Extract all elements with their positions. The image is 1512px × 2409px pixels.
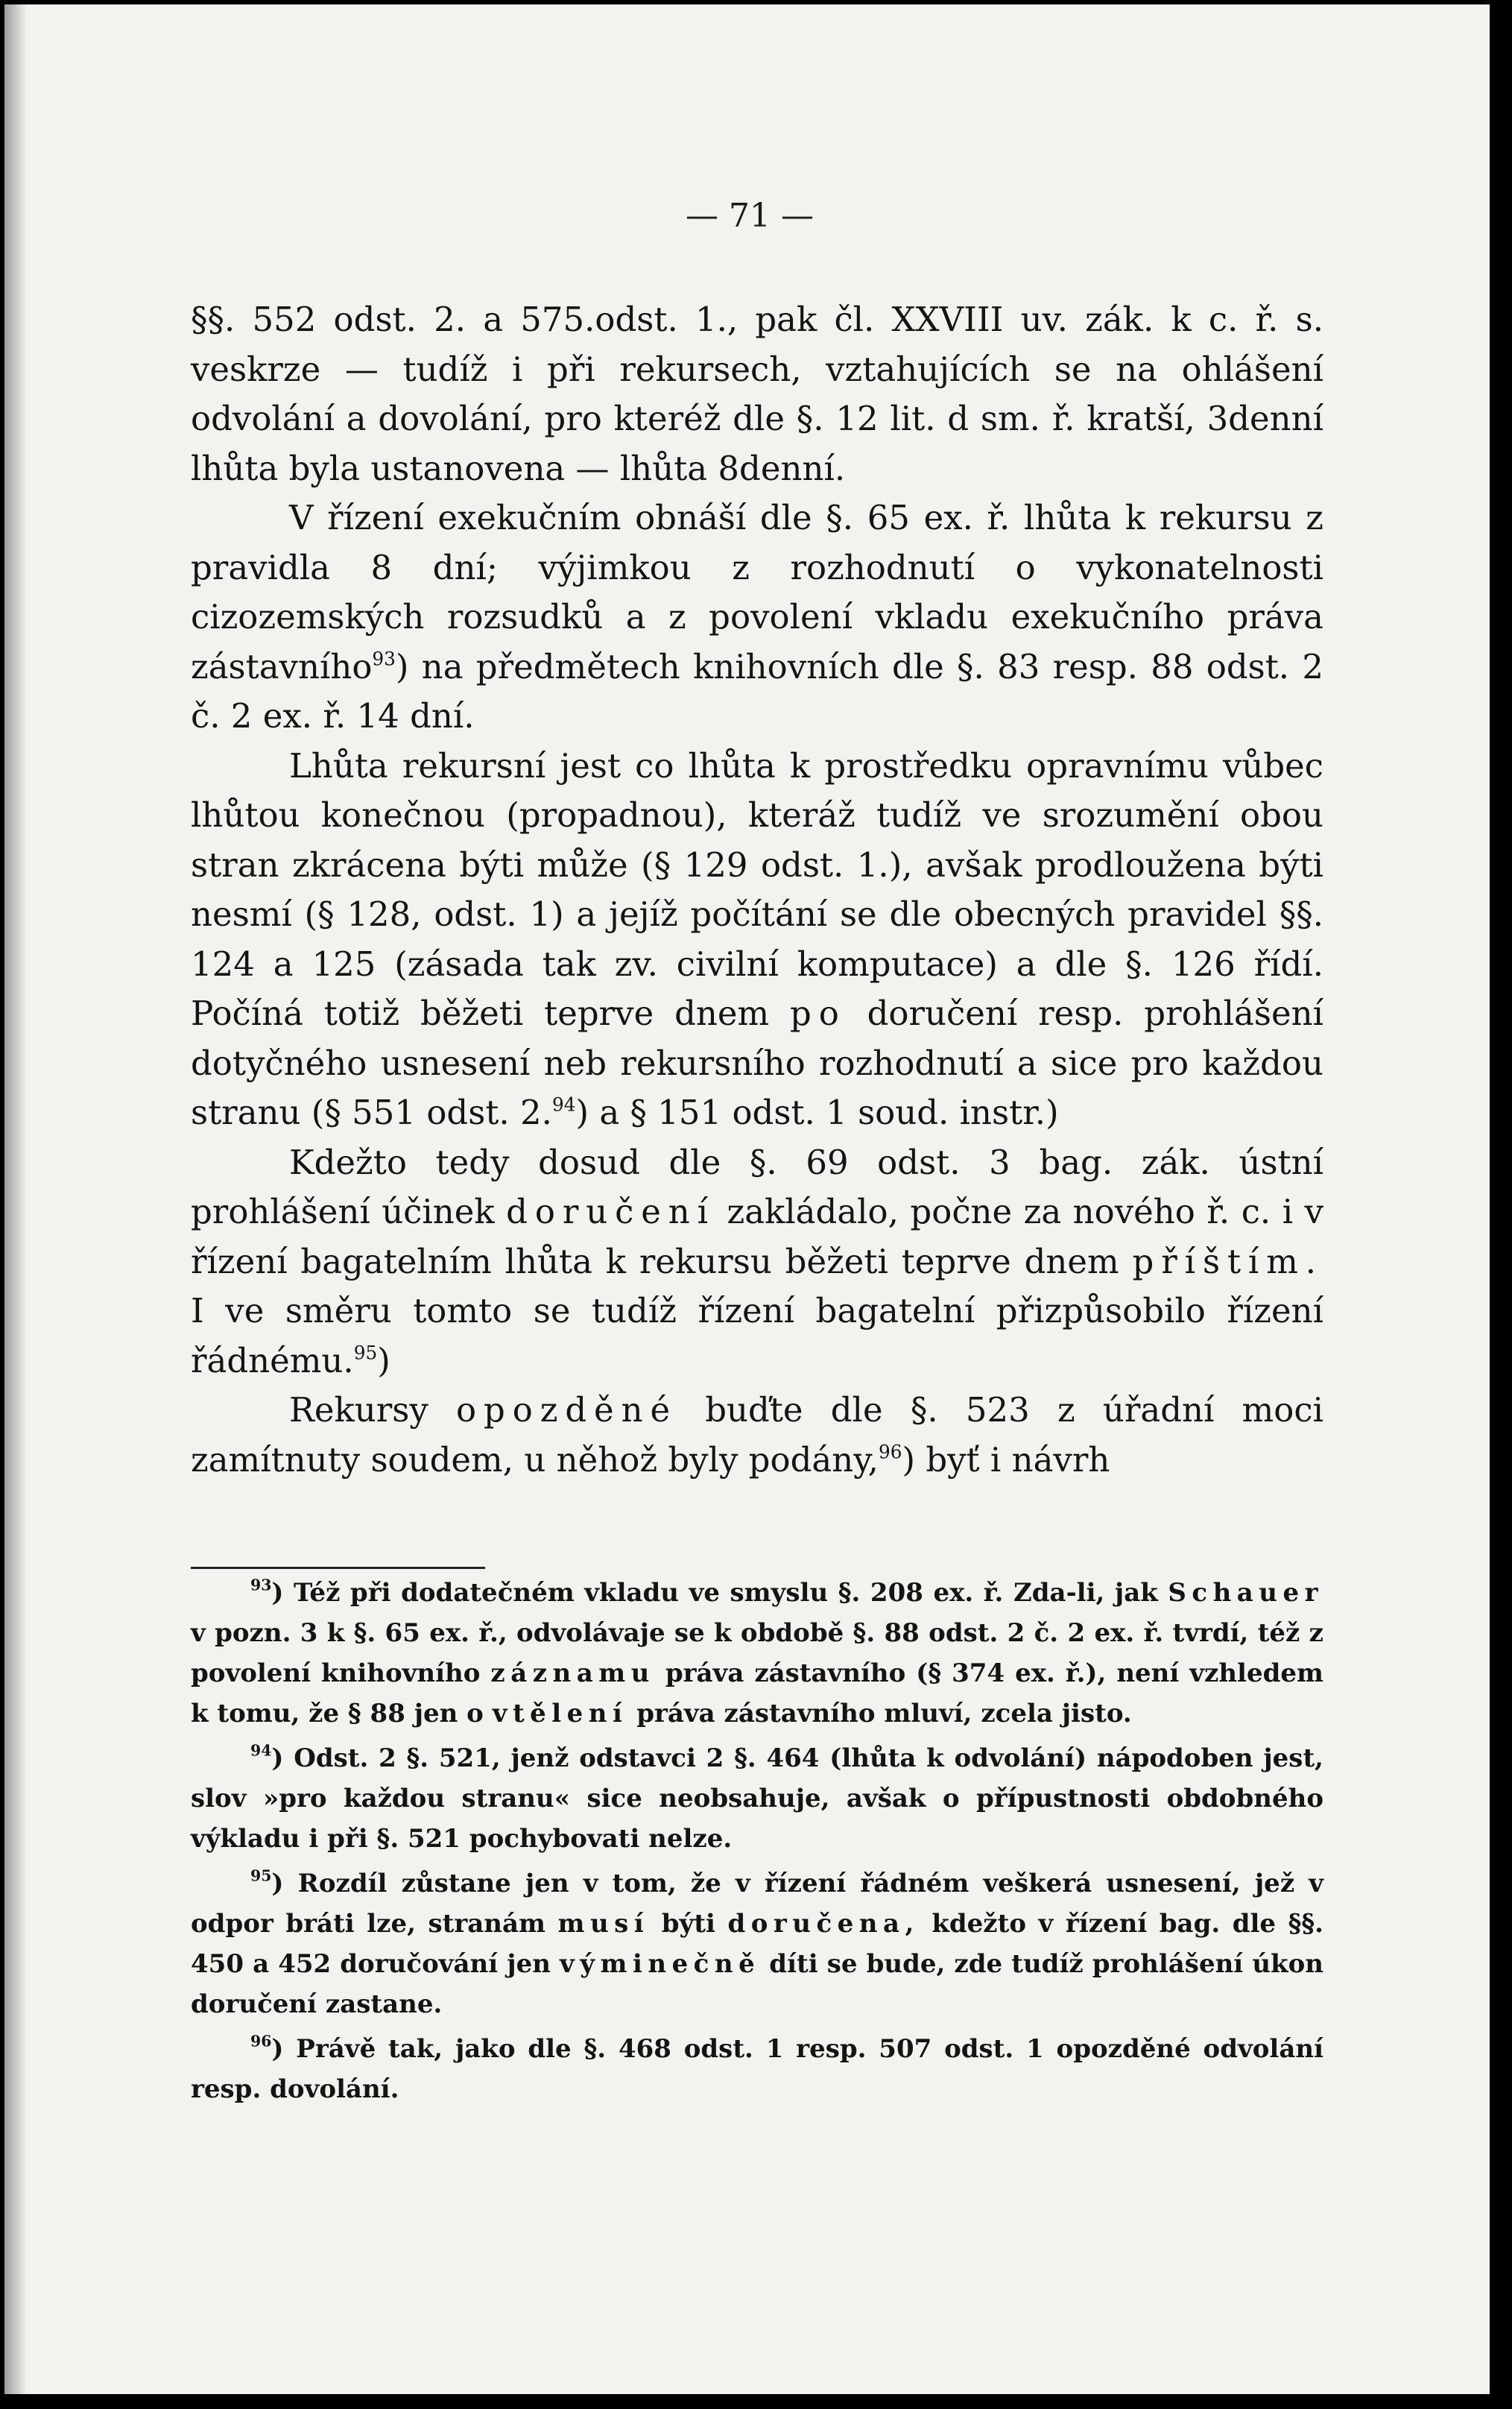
p3-text-b: doručení resp. prohlášení dotyčného usnesení neb rekursního rozhodnutí a sice pro každou stranu (§ 551 odst. 2. [191, 994, 1323, 1132]
fn94-text: ) Odst. 2 §. 521, jenž odstavci 2 §. 464 (lhůta k odvolání) nápodoben jest, slov »pro každou stranu« sice neobsahuje, avšak o přípustnosti obdobného výkladu i při §. 521 pochybovati nelze. [191, 1743, 1323, 1854]
fn93-text-a: ) Též při dodatečném vkladu ve smyslu §. 208 ex. ř. Zda-li, jak [271, 1578, 1158, 1608]
paragraph-4 [191, 1138, 1323, 1386]
page-number: — 71 — [686, 197, 814, 235]
fn93-text-b: v pozn. 3 k §. 65 ex. ř., odvolávaje se k obdobě §. 88 odst. 2 č. 2 ex. ř. tvrdí, též z povolení knihovního [191, 1618, 1323, 1688]
footnote-ref-93: 93 [372, 648, 396, 670]
fn95-text-c: kdežto v řízení bag. dle §§. 450 a 452 doručování jen [191, 1909, 1323, 1979]
paragraph-5 [191, 1386, 1323, 1485]
footnotes [191, 1573, 1323, 2114]
footnote-ref-95: 95 [353, 1342, 378, 1364]
fn93-spaced-2: záznamu [490, 1658, 655, 1688]
paragraph-3 [191, 742, 1323, 1138]
p4-text-d: ) [377, 1340, 390, 1380]
fn95-spaced-1: musí [557, 1909, 650, 1939]
p5-spaced-word: opozděné [456, 1390, 677, 1430]
fn95-text-d: díti se bude, zde tudíž prohlášení úkon doručení zastane. [191, 1949, 1323, 2019]
p2-text-a: V řízení exekučním obnáší dle §. 65 ex. ř. lhůta k rekursu z pravidla 8 dní; výjimkou z rozhodnutí o vykonatelnosti cizozemských rozsudků a z povolení vkladu exekučního práva zástavního [191, 498, 1323, 686]
fn95-spaced-2: doručena, [727, 1909, 920, 1939]
footnote-95-number: 95 [250, 1866, 272, 1885]
footnote-93 [191, 1573, 1323, 1734]
fn93-spaced-1: Schauer [1168, 1578, 1323, 1608]
fn95-text-b: býti [661, 1909, 715, 1939]
body-text [191, 295, 1323, 1485]
footnote-96 [191, 2029, 1323, 2109]
p3-text-a: Lhůta rekursní jest co lhůta k prostředku opravnímu vůbec lhůtou konečnou (propadnou), kteráž tudíž ve srozumění obou stran zkrácena býti může (§ 129 odst. 1.), avšak prodloužena býti nesmí (§ 128, odst. 1) a jejíž počítání se dle obecných pravidel §§. 124 a 125 (zásada tak zv. civilní komputace) a dle §. 126 řídí. Počíná totiž běžeti teprve dnem [191, 745, 1323, 1033]
footnote-ref-94: 94 [551, 1093, 576, 1116]
fn93-spaced-3: vtělení [492, 1699, 628, 1728]
p1-text: §§. 552 odst. 2. a 575.odst. 1., pak čl. XXVIII uv. zák. k c. ř. s. veskrze — tudíž i při rekursech, vztahujících se na ohlášení odvolání a dovolání, pro kteréž dle §. 12 lit. d sm. ř. kratší, 3denní lhůta byla ustanovena — lhůta 8denní. [191, 300, 1323, 488]
fn95-spaced-3: výminečně [560, 1949, 761, 1979]
p4-spaced-word-2: příštím. [1132, 1241, 1324, 1281]
fn96-text: ) Právě tak, jako dle §. 468 odst. 1 resp. 507 odst. 1 opozděné odvolání resp. dovolání. [191, 2034, 1323, 2104]
p4-text-a: Kdežto tedy dosud dle §. 69 odst. 3 bag. zák. ústní prohlášení účinek [191, 1142, 1323, 1231]
footnote-94-number: 94 [250, 1741, 272, 1760]
p5-text-a: Rekursy [289, 1390, 428, 1430]
footnote-separator [191, 1567, 485, 1569]
footnote-ref-96: 96 [878, 1441, 902, 1463]
footnote-96-number: 96 [250, 2032, 272, 2050]
p4-text-b: zakládalo, počne za nového ř. c. i v řízení bagatelním lhůta k rekursu běžeti teprve dnem [191, 1192, 1323, 1281]
fn93-text-d: práva zástavního mluví, zcela jisto. [636, 1699, 1132, 1728]
page-edge-shadow [4, 4, 27, 2394]
p5-text-b: buďte dle §. 523 z úřadní moci zamítnuty soudem, u něhož byly podány, [191, 1390, 1323, 1480]
p5-text-c: ) byť i návrh [902, 1439, 1110, 1480]
p2-text-b: ) na předmětech knihovních dle §. 83 resp. 88 odst. 2 č. 2 ex. ř. 14 dní. [191, 646, 1323, 736]
footnote-93-number: 93 [250, 1576, 272, 1594]
p3-spaced-word: po [790, 994, 847, 1033]
p3-text-c: ) a § 151 odst. 1 soud. instr.) [575, 1093, 1059, 1132]
p4-text-c: I ve směru tomto se tudíž řízení bagatelní přizpůsobilo řízení řádnému. [191, 1291, 1323, 1380]
paragraph-1 [191, 295, 1323, 493]
footnote-94 [191, 1738, 1323, 1859]
fn93-text-c: práva zástavního (§ 374 ex. ř.), není vzhledem k tomu, že § 88 jen o [191, 1658, 1323, 1728]
scanned-page [4, 4, 1490, 2394]
paragraph-2 [191, 493, 1323, 742]
p4-spaced-word-1: doručení [506, 1192, 715, 1231]
fn95-text-a: ) Rozdíl zůstane jen v tom, že v řízení řádném veškerá usnesení, jež v odpor bráti lze, stranám [191, 1869, 1323, 1939]
footnote-95 [191, 1863, 1323, 2024]
